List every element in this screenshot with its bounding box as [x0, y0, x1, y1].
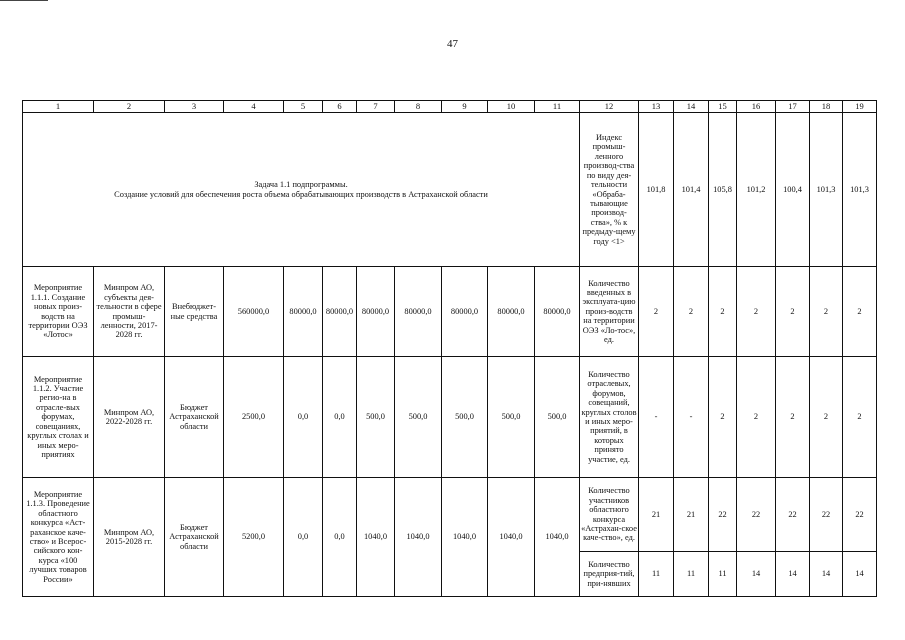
indicator-value: 101,3	[810, 113, 843, 267]
finance-cell: 0,0	[284, 357, 323, 478]
column-number: 5	[284, 101, 323, 113]
finance-cell: 80000,0	[535, 267, 580, 357]
finance-cell: 0,0	[323, 357, 357, 478]
indicator-value: -	[674, 357, 709, 478]
indicator-value: 11	[639, 552, 674, 597]
finance-cell: 500,0	[488, 357, 535, 478]
indicator-value: 21	[674, 478, 709, 552]
finance-cell: 1040,0	[357, 478, 395, 597]
column-number: 13	[639, 101, 674, 113]
finance-cell: 500,0	[357, 357, 395, 478]
funding-source-cell: Бюджет Астраханской области	[165, 478, 224, 597]
indicator-value: 11	[674, 552, 709, 597]
column-number: 1	[23, 101, 94, 113]
column-number: 18	[810, 101, 843, 113]
action-cell: Мероприятие 1.1.1. Создание новых произ-водств на территории ОЭЗ «Лотос»	[23, 267, 94, 357]
indicator-value: 2	[776, 357, 810, 478]
finance-cell: 0,0	[284, 478, 323, 597]
funding-source-cell: Бюджет Астраханской области	[165, 357, 224, 478]
finance-cell: 80000,0	[488, 267, 535, 357]
indicator-value: -	[639, 357, 674, 478]
finance-cell: 500,0	[535, 357, 580, 478]
indicator-value: 2	[709, 357, 737, 478]
column-number: 11	[535, 101, 580, 113]
task-subtitle: Создание условий для обеспечения роста объема обрабатывающих производств в Астраханской области	[114, 189, 488, 199]
column-number: 14	[674, 101, 709, 113]
corner-mark	[0, 0, 48, 4]
indicator-value: 2	[810, 357, 843, 478]
finance-cell: 80000,0	[357, 267, 395, 357]
finance-cell: 1040,0	[488, 478, 535, 597]
indicator-value: 2	[709, 267, 737, 357]
indicator-cell: Количество введенных в эксплуата-цию произ-водств на территории ОЭЗ «Ло-тос», ед.	[580, 267, 639, 357]
column-number: 3	[165, 101, 224, 113]
indicator-value: 105,8	[709, 113, 737, 267]
indicator-value: 22	[776, 478, 810, 552]
column-number: 2	[94, 101, 165, 113]
indicator-cell: Количество предприя-тий, при-нявших	[580, 552, 639, 597]
indicator-value: 11	[709, 552, 737, 597]
task-row	[23, 113, 877, 267]
finance-cell: 500,0	[442, 357, 488, 478]
indicator-value: 2	[674, 267, 709, 357]
indicator-value: 22	[737, 478, 776, 552]
indicator-value: 2	[843, 357, 877, 478]
finance-cell: 1040,0	[395, 478, 442, 597]
indicator-cell: Количество отраслевых, форумов, совещаний, круглых столов и иных меро-приятий, в которых принято участие, ед.	[580, 357, 639, 478]
funding-source-cell: Внебюджет-ные средства	[165, 267, 224, 357]
finance-cell: 500,0	[395, 357, 442, 478]
finance-cell: 0,0	[323, 478, 357, 597]
column-number: 15	[709, 101, 737, 113]
indicator-value: 14	[737, 552, 776, 597]
column-number: 8	[395, 101, 442, 113]
page-number: 47	[447, 38, 458, 50]
indicator-value: 21	[639, 478, 674, 552]
indicator-value: 14	[776, 552, 810, 597]
finance-cell: 2500,0	[224, 357, 284, 478]
column-number: 9	[442, 101, 488, 113]
finance-cell: 80000,0	[284, 267, 323, 357]
table-row	[23, 357, 877, 478]
table-row	[23, 267, 877, 357]
column-number: 7	[357, 101, 395, 113]
column-number: 6	[323, 101, 357, 113]
indicator-value: 2	[843, 267, 877, 357]
finance-cell: 1040,0	[535, 478, 580, 597]
indicator-value: 101,4	[674, 113, 709, 267]
executor-cell: Минпром АО, 2015-2028 гг.	[94, 478, 165, 597]
column-number: 19	[843, 101, 877, 113]
column-number: 12	[580, 101, 639, 113]
indicator-value: 22	[810, 478, 843, 552]
executor-cell: Минпром АО, 2022-2028 гг.	[94, 357, 165, 478]
indicator-value: 22	[843, 478, 877, 552]
indicator-value: 2	[639, 267, 674, 357]
column-number: 4	[224, 101, 284, 113]
indicator-value: 2	[737, 357, 776, 478]
finance-cell: 80000,0	[442, 267, 488, 357]
indicator-value: 2	[737, 267, 776, 357]
indicator-value: 101,2	[737, 113, 776, 267]
finance-cell: 80000,0	[323, 267, 357, 357]
column-number: 16	[737, 101, 776, 113]
finance-cell: 1040,0	[442, 478, 488, 597]
column-number-row	[23, 101, 877, 113]
task-title: Задача 1.1 подпрограммы.	[254, 180, 348, 190]
indicator-value: 22	[709, 478, 737, 552]
indicator-value: 101,8	[639, 113, 674, 267]
table-row	[23, 478, 877, 552]
action-cell: Мероприятие 1.1.3. Проведение областного конкурса «Аст-раханское каче-ство» и Всерос-сийского кон-курса «100 лучших товаров России»	[23, 478, 94, 597]
program-table	[22, 100, 877, 597]
indicator-value: 101,3	[843, 113, 877, 267]
indicator-cell: Индекс промыш-ленного производ-ства по виду дея-тельности «Обраба-тывающие производ-ства», % к предыду-щему году <1>	[580, 113, 639, 267]
finance-cell: 80000,0	[395, 267, 442, 357]
indicator-value: 2	[810, 267, 843, 357]
finance-cell: 5200,0	[224, 478, 284, 597]
executor-cell: Минпром АО, субъекты дея-тельности в сфере промыш-ленности, 2017-2028 гг.	[94, 267, 165, 357]
task-cell	[23, 113, 580, 267]
action-cell: Мероприятие 1.1.2. Участие регио-на в отрасле-вых форумах, совещаниях, круглых столах и иных меро-приятиях	[23, 357, 94, 478]
indicator-value: 100,4	[776, 113, 810, 267]
indicator-value: 14	[810, 552, 843, 597]
column-number: 10	[488, 101, 535, 113]
column-number: 17	[776, 101, 810, 113]
finance-cell: 560000,0	[224, 267, 284, 357]
indicator-value: 2	[776, 267, 810, 357]
indicator-value: 14	[843, 552, 877, 597]
indicator-cell: Количество участников областного конкурса «Астрахан-ское каче-ство», ед.	[580, 478, 639, 552]
